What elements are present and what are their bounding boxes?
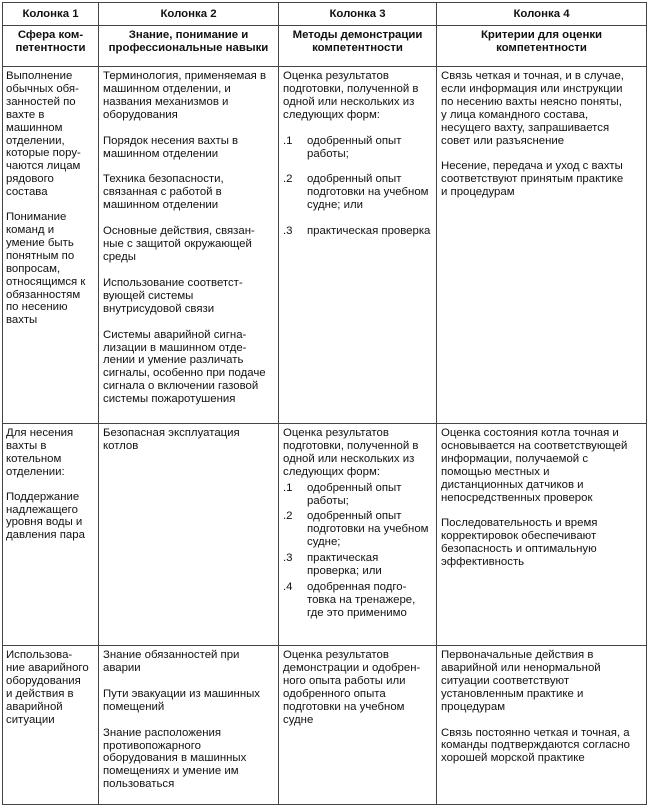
method-cell [279,424,437,646]
competence-document [2,2,646,805]
competence-cell [3,646,99,805]
criteria-cell [437,646,647,805]
column-header-3: Колонка 3 [279,3,437,26]
competence-text: Понимание команд и умение быть понятным по вопросам, относящимся к обязанностям по несению вахты [6,211,86,327]
criteria-text: Первоначальные действия в аварийной или ненормальной ситуации соответствуют установленным практике и процедурам [441,649,601,713]
knowledge-cell [99,67,279,424]
competence-text: Использова- ние аварийного оборудования и действия в аварийной ситуации [6,649,89,726]
method-list-item [283,581,432,620]
method-item-text: одобренная подго- товка на тренажере, где это применимо [307,580,416,619]
knowledge-cell [99,424,279,646]
competence-text: Выполнение обычных обя- занностей по вахте в машинном отделении, которые пору- чаются лицам рядового состава [6,70,81,199]
method-item-number: .1 [283,134,293,147]
method-item-text: одобренный опыт работы; [307,134,402,160]
subheader-row [3,26,647,67]
competence-cell [3,424,99,646]
competence-cell [3,67,99,424]
method-cell [279,67,437,424]
table-row [3,424,647,646]
criteria-text: Связь постоянно четкая и точная, а команды подтверждаются согласно хорошей морской практике [441,726,630,765]
subheader-knowledge: Знание, понимание и профессиональные навыки [99,26,279,67]
method-intro: Оценка результатов подготовки, полученной в одной или нескольких из следующих форм: [283,70,419,121]
method-item-text: одобренный опыт подготовки на учебном судне; [307,510,429,549]
knowledge-item: Знание обязанностей при аварии [103,649,240,674]
method-list-item [283,173,432,212]
knowledge-cell [99,646,279,805]
method-list-item [283,510,432,549]
method-item-number: .1 [283,481,293,494]
criteria-text: Последовательность и время корректировок обеспечивают безопасность и оптимальную эффективность [441,517,598,569]
method-item-number: .2 [283,173,293,186]
competence-text: Для несения вахты в котельном отделении: [6,427,74,478]
method-item-text: одобренный опыт подготовки на учебном судне; или [307,173,429,212]
knowledge-item: Использование соответст- вующей системы внутрисудовой связи [103,276,243,315]
competence-text: Поддержание надлежащего уровня воды и давления пара [6,490,85,542]
criteria-text: Оценка состояния котла точная и основывается на соответствующей информации, получаемой с помощью местных и дистанционных датчиков и непосредственных проверок [441,427,628,504]
criteria-text: Связь четкая и точная, и в случае, если информация или инструкции по несению вахты неясно поняты, у лица командного состава, несущего вахту, запрашивается совет или разъяснение [441,70,624,147]
criteria-text: Несение, передача и уход с вахты соответствуют принятым практике и процедурам [441,160,624,199]
method-item-text: одобренный опыт работы; [307,481,402,507]
knowledge-item: Системы аварийной сигна- лизации в машинном отде- лении и умение различать сигналы, особенно при подаче сигнала о включении газовой системы пожаротушения [103,328,266,406]
table-row [3,67,647,424]
criteria-cell [437,424,647,646]
method-item-number: .3 [283,552,293,565]
knowledge-item: Техника безопасности, связанная с работой в машинном отделении [103,173,224,212]
column-header-4: Колонка 4 [437,3,647,26]
criteria-cell [437,67,647,424]
column-header-1: Колонка 1 [3,3,99,26]
table-row [3,646,647,805]
subheader-criteria: Критерии для оценки компетентности [437,26,647,67]
method-item-number: .2 [283,510,293,523]
method-item-number: .3 [283,225,293,238]
knowledge-item: Пути эвакуации из машинных помещений [103,687,261,713]
knowledge-item: Знание расположения противопожарного оборудования в машинных помещениях и умение им пользоваться [103,726,247,791]
column-header-2: Колонка 2 [99,3,279,26]
knowledge-item: Основные действия, связан- ные с защитой окружающей среды [103,225,255,263]
knowledge-item: Терминология, применяемая в машинном отделении, и названия механизмов и оборудования [103,70,267,121]
method-item-number: .4 [283,580,293,593]
column-header-row [3,3,647,26]
subheader-competence: Сфера ком- петентности [3,26,99,67]
method-list-item [283,225,432,238]
method-item-text: практическая проверка; или [307,552,382,578]
method-intro: Оценка результатов демонстрации и одобрен- ного опыта работы или одобренного опыта подготовки на учебном судне [283,649,421,726]
method-cell [279,646,437,805]
method-item-text: практическая проверка [307,225,431,238]
method-list-item [283,482,432,508]
method-intro: Оценка результатов подготовки, полученной в одной или нескольких из следующих форм: [283,427,419,478]
competence-table [2,2,647,805]
knowledge-item: Безопасная эксплуатация котлов [103,427,240,452]
method-list-item [283,552,432,578]
method-list-item [283,135,432,161]
subheader-methods: Методы демонстрации компетентности [279,26,437,67]
table-body [3,67,647,805]
knowledge-item: Порядок несения вахты в машинном отделении [103,134,239,160]
